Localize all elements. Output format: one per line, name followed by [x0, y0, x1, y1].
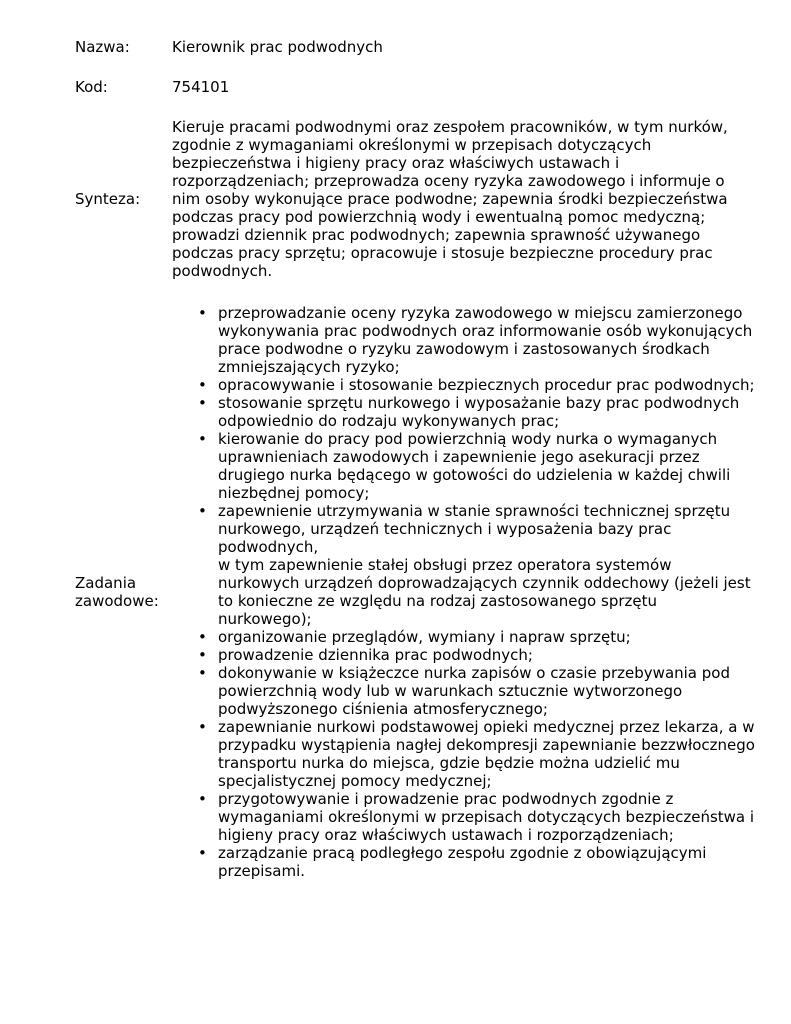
- list-item-text: kierowanie do pracy pod powierzchnią wody nurka o wymaganych uprawnieniach zawodowych i zapewnienie jego asekuracji przez drugiego nurka będącego w gotowości do udzielenia w każdej chwili niezbędnej pomocy;: [218, 430, 731, 502]
- tasks-list: [172, 304, 755, 880]
- list-item: [198, 304, 755, 376]
- bullet-icon: •: [198, 718, 207, 736]
- list-item: [198, 628, 755, 646]
- synthesis-label: Synteza:: [75, 190, 141, 208]
- code-label: Kod:: [75, 78, 108, 96]
- list-item: [198, 790, 755, 844]
- code-row: [75, 78, 755, 96]
- list-item-text: zarządzanie pracą podległego zespołu zgodnie z obowiązującymi przepisami.: [218, 844, 707, 880]
- list-item: [198, 844, 755, 880]
- synthesis-row: [75, 118, 755, 280]
- list-item-text: organizowanie przeglądów, wymiany i napraw sprzętu;: [218, 628, 631, 646]
- bullet-icon: •: [198, 430, 207, 448]
- list-item-text: prowadzenie dziennika prac podwodnych;: [218, 646, 533, 664]
- bullet-icon: •: [198, 790, 207, 808]
- bullet-icon: •: [198, 376, 207, 394]
- list-item-text: zapewnienie utrzymywania w stanie sprawności technicznej sprzętu nurkowego, urządzeń technicznych i wyposażenia bazy prac podwodnych, w tym zapewnienie stałej obsługi przez operatora systemów nurkowych urządzeń doprowadzających czynnik oddechowy (jeżeli jest to konieczne ze względu na rodzaj zastosowanego sprzętu nurkowego);: [218, 502, 751, 628]
- list-item-text: przeprowadzanie oceny ryzyka zawodowego w miejscu zamierzonego wykonywania prac podwodnych oraz informowanie osób wykonujących prace podwodne o ryzyku zawodowym i zastosowanych środkach zmniejszających ryzyko;: [218, 304, 753, 376]
- list-item: [198, 394, 755, 430]
- list-item: [198, 376, 755, 394]
- list-item-text: przygotowywanie i prowadzenie prac podwodnych zgodnie z wymaganiami określonymi w przepisach dotyczących bezpieczeństwa i higieny pracy oraz właściwych ustawach i rozporządzeniach;: [218, 790, 755, 844]
- name-label: Nazwa:: [75, 38, 130, 56]
- list-item: [198, 646, 755, 664]
- bullet-icon: •: [198, 394, 207, 412]
- tasks-value: [172, 304, 755, 880]
- tasks-label: Zadania zawodowe:: [75, 574, 159, 610]
- list-item-text: zapewnianie nurkowi podstawowej opieki medycznej przez lekarza, a w przypadku wystąpienia nagłej dekompresji zapewnianie bezzwłocznego transportu nurka do miejsca, gdzie będzie można udzielić mu specjalistycznej pomocy medycznej;: [218, 718, 755, 790]
- list-item: [198, 664, 755, 718]
- bullet-icon: •: [198, 664, 207, 682]
- code-value: 754101: [172, 78, 230, 96]
- list-item-text: stosowanie sprzętu nurkowego i wyposażanie bazy prac podwodnych odpowiednio do rodzaju wykonywanych prac;: [218, 394, 740, 430]
- list-item: [198, 502, 755, 628]
- list-item-text: opracowywanie i stosowanie bezpiecznych procedur prac podwodnych;: [218, 376, 755, 394]
- bullet-icon: •: [198, 646, 207, 664]
- bullet-icon: •: [198, 304, 207, 322]
- list-item: [198, 718, 755, 790]
- bullet-icon: •: [198, 502, 207, 520]
- tasks-row: [75, 304, 755, 880]
- name-row: [75, 38, 755, 56]
- list-item-text: dokonywanie w książeczce nurka zapisów o czasie przebywania pod powierzchnią wody lub w warunkach sztucznie wytworzonego podwyższonego ciśnienia atmosferycznego;: [218, 664, 730, 718]
- list-item: [198, 430, 755, 502]
- synthesis-value: Kieruje pracami podwodnymi oraz zespołem pracowników, w tym nurków, zgodnie z wymaganiami określonymi w przepisach dotyczących bezpieczeństwa i higieny pracy oraz właściwych ustawach i rozporządzeniach; przeprowadza oceny ryzyka zawodowego i informuje o nim osoby wykonujące prace podwodne; zapewnia środki bezpieczeństwa podczas pracy pod powierzchnią wody i ewentualną pomoc medyczną; prowadzi dziennik prac podwodnych; zapewnia sprawność używanego podczas pracy sprzętu; opracowuje i stosuje bezpieczne procedury prac podwodnych.: [172, 118, 728, 280]
- bullet-icon: •: [198, 844, 207, 862]
- name-value: Kierownik prac podwodnych: [172, 38, 383, 56]
- bullet-icon: •: [198, 628, 207, 646]
